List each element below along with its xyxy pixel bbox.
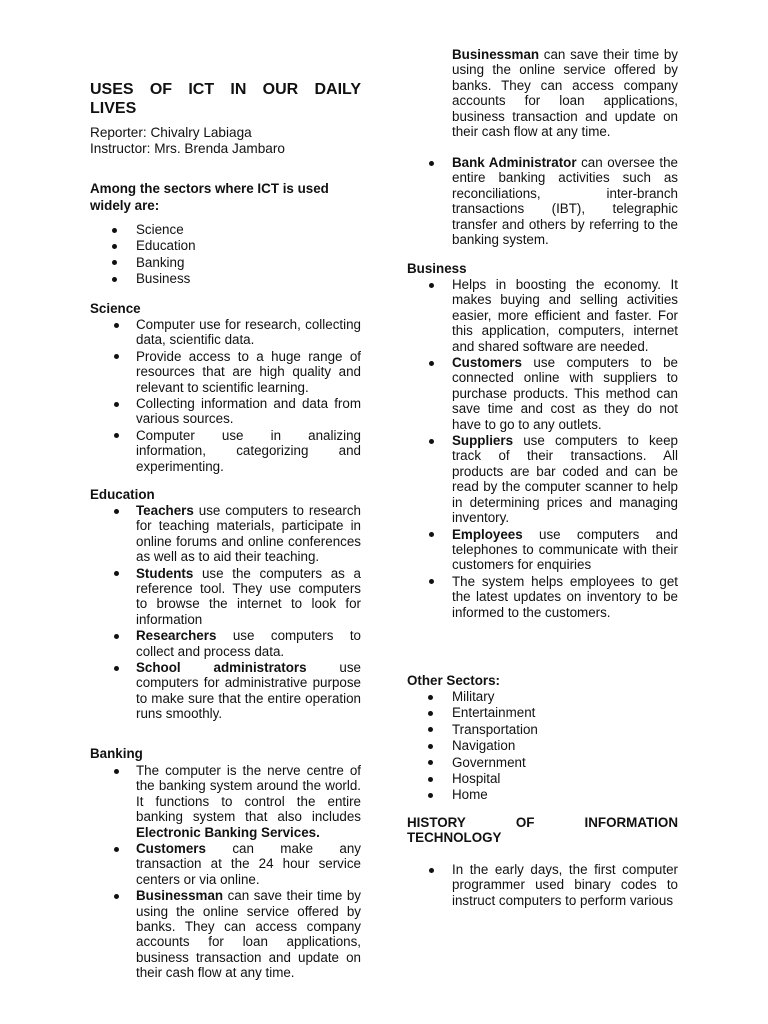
list-item (452, 527, 678, 573)
history-heading-line1 (407, 815, 678, 830)
list-item (452, 277, 678, 354)
item-text: use computers to be connected online with suppliers to purchase products. This method can save time and cost as they do not have to go to any outlets. (452, 355, 678, 432)
item-text: can save their time by using the online service offered by banks. They can access company accounts for loan applications, business transaction and update on their cash flow at any time. (452, 47, 678, 140)
intro-text: Among the sectors where ICT is used widely are: (90, 181, 329, 213)
list-item: Business (136, 271, 336, 286)
education-heading: Education (90, 487, 155, 502)
list-item: Transportation (452, 722, 652, 737)
list-item (136, 888, 361, 981)
science-heading: Science (90, 301, 141, 316)
history-word: HISTORY (407, 815, 466, 830)
banking-list-continued (452, 155, 678, 248)
item-text: use computers and telephones to communicate with their customers for enquiries (452, 526, 678, 573)
item-lead: School administrators (136, 660, 307, 676)
list-item: In the early days, the first computer programmer used binary codes to instruct computers to perform various (452, 862, 678, 908)
list-item: Hospital (452, 771, 652, 786)
item-text: The system helps employees to get the latest updates on inventory to be informed to the customers. (452, 573, 678, 620)
item-text: The computer is the nerve centre of the banking system around the world. It functions to control the entire banking system that also includes (136, 763, 361, 825)
list-item: Banking (136, 255, 336, 270)
history-word: OF (515, 815, 535, 830)
item-text: use computers for administrative purpose to make sure that the entire operation runs smoothly. (136, 660, 361, 722)
business-list (452, 277, 678, 621)
list-item (452, 433, 678, 525)
item-text: can oversee the entire banking activities such as reconciliations, inter-branch transactions (IBT), telegraphic transfer and others by referring to the banking system. (452, 155, 678, 248)
history-heading (407, 815, 678, 846)
other-sectors-heading: Other Sectors: (407, 673, 501, 688)
list-item (452, 355, 678, 432)
history-heading-line2: TECHNOLOGY (407, 830, 502, 846)
business-heading: Business (407, 261, 467, 276)
document-title: USES OF ICT IN OUR DAILY LIVES (90, 81, 361, 117)
item-lead: Employees (452, 526, 523, 542)
item-lead: Customers (136, 841, 206, 857)
list-item: Computer use for research, collecting data, scientific data. (136, 317, 361, 348)
list-item: Navigation (452, 738, 652, 753)
list-item: Government (452, 755, 652, 770)
banking-continuation (452, 47, 678, 155)
item-text: use computers to collect and process data. (136, 628, 361, 659)
list-item (136, 841, 361, 887)
list-item: Provide access to a huge range of resources that are high quality and relevant to scientific learning. (136, 348, 361, 395)
item-emphasis: Electronic Banking Services. (136, 824, 320, 840)
item-lead: Students (136, 565, 194, 581)
item-lead: Teachers (136, 503, 194, 518)
history-word: INFORMATION (584, 815, 678, 830)
banking-heading: Banking (90, 746, 143, 761)
item-text: use the computers as a reference tool. They use computers to browse the internet to look for information (136, 565, 361, 627)
instructor-line: Instructor: Mrs. Brenda Jambaro (90, 140, 285, 156)
item-lead: Researchers (136, 628, 217, 644)
list-item (136, 763, 361, 840)
item-lead: Customers (452, 355, 522, 371)
sector-list (136, 222, 336, 288)
list-item (136, 566, 361, 628)
continuation-text (452, 47, 678, 139)
list-item: Science (136, 222, 336, 237)
list-item: Home (452, 787, 652, 802)
education-list (136, 503, 361, 723)
item-text: can save their time by using the online service offered by banks. They can access company accounts for loan applications, business transaction and update on their cash flow at any time. (136, 888, 361, 981)
item-lead: Businessman (136, 888, 224, 904)
item-lead: Businessman (452, 47, 540, 62)
list-item: Entertainment (452, 705, 652, 720)
item-lead: Suppliers (452, 433, 514, 449)
document-meta (90, 125, 285, 156)
list-item (136, 628, 361, 659)
item-lead: Bank Administrator (452, 155, 577, 170)
item-text: Helps in boosting the economy. It makes buying and selling activities easier, more efficient and faster. For this application, computers, internet and shared software are needed. (452, 277, 678, 354)
list-item (136, 660, 361, 722)
list-item (452, 574, 678, 620)
science-list (136, 317, 361, 475)
list-item: Computer use in analizing information, categorizing and experimenting. (136, 427, 361, 474)
reporter-line: Reporter: Chivalry Labiaga (90, 125, 252, 140)
list-item: Education (136, 238, 336, 253)
list-item (452, 155, 678, 247)
other-sectors-list (452, 689, 652, 804)
list-item: Collecting information and data from various sources. (136, 396, 361, 427)
list-item: Military (452, 689, 652, 704)
item-text: use computers to research for teaching materials, participate in online forums and online conferences as well as to aid their teaching. (136, 503, 361, 565)
banking-list (136, 763, 361, 981)
item-text: use computers to keep track of their transactions. All products are bar coded and can be read by the computer scanner to help in determining prices and managing inventory. (452, 433, 678, 526)
item-text: can make any transaction at the 24 hour service centers or via online. (136, 841, 361, 887)
history-list (452, 862, 678, 924)
list-item (136, 503, 361, 565)
